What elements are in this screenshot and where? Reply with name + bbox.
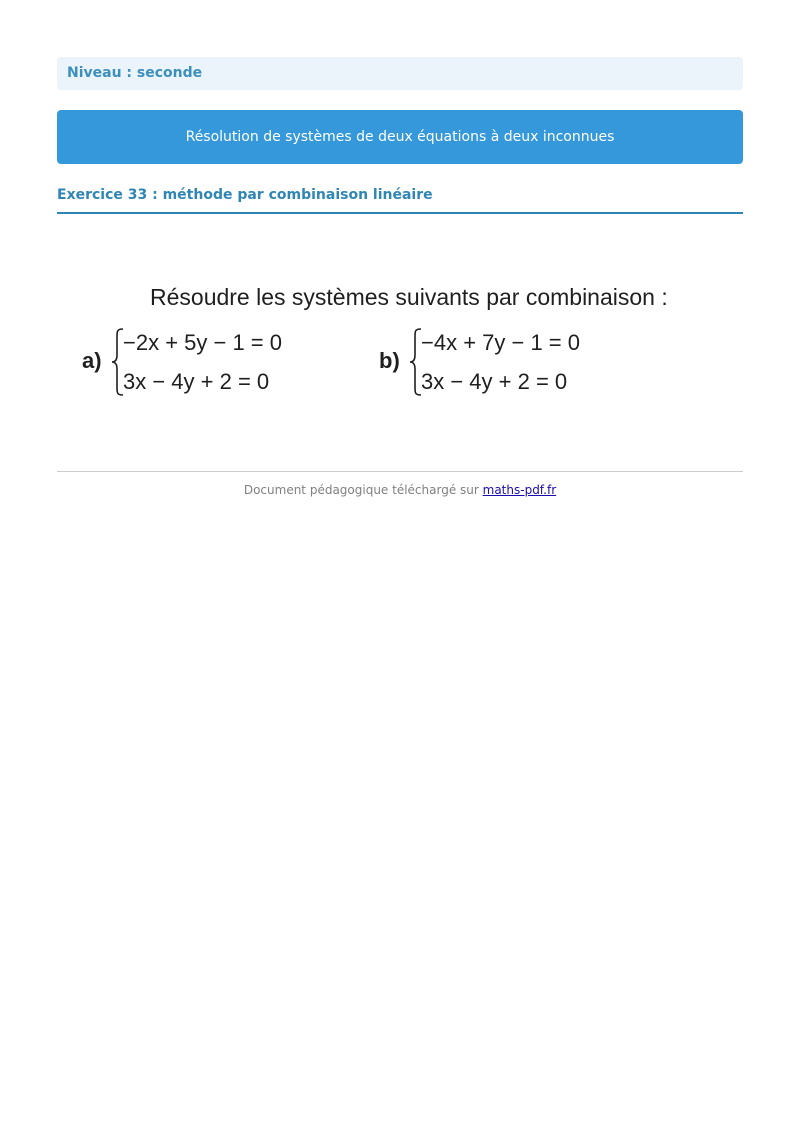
exercise-title: Exercice 33 : méthode par combinaison linéaire <box>57 187 433 203</box>
level-banner <box>57 57 743 90</box>
page-title: Résolution de systèmes de deux équations à deux inconnues <box>185 129 615 145</box>
footer-divider <box>57 471 743 472</box>
system-b-label: b) <box>379 348 400 373</box>
exercise-heading <box>57 185 743 214</box>
exercise-instruction: Résoudre les systèmes suivants par combinaison : <box>150 284 668 310</box>
footer <box>57 483 743 497</box>
footer-text: Document pédagogique téléchargé sur <box>243 483 483 497</box>
system-a-label: a) <box>82 348 102 373</box>
system-a-equation-1: −2x + 5y − 1 = 0 <box>123 330 283 355</box>
exercise-figure <box>57 270 743 415</box>
system-a-equation-2: 3x − 4y + 2 = 0 <box>123 369 270 394</box>
level-label: Niveau : seconde <box>67 65 203 81</box>
footer-link[interactable]: maths-pdf.fr <box>482 483 557 497</box>
system-b-equation-1: −4x + 7y − 1 = 0 <box>421 330 581 355</box>
system-b-equation-2: 3x − 4y + 2 = 0 <box>421 369 568 394</box>
page-title-banner <box>57 110 743 164</box>
